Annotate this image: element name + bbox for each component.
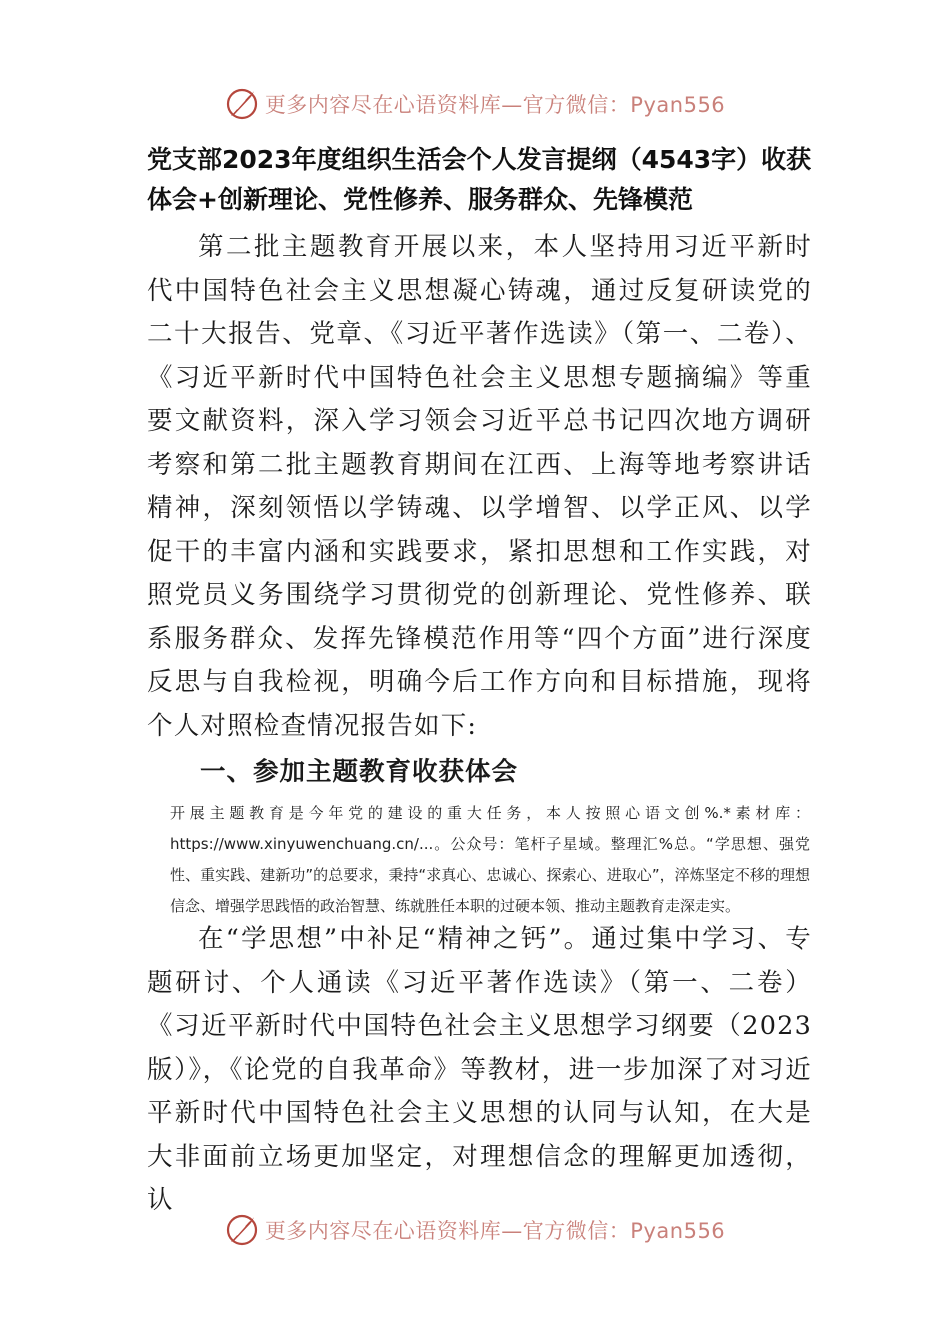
quill-pen-circle-icon <box>225 87 259 121</box>
watermark-text: 更多内容尽在心语资料库—官方微信：Pyan556 <box>264 1219 726 1243</box>
watermark-text: 更多内容尽在心语资料库—官方微信：Pyan556 <box>264 93 726 117</box>
watermark-banner-top <box>0 84 950 124</box>
quill-pen-circle-icon <box>225 1213 259 1247</box>
section-heading: 一、参加主题教育收获体会 <box>200 757 519 787</box>
body-paragraph: 在“学思想”中补足“精神之钙”。通过集中学习、专题研讨、个人通读《习近平著作选读》（第一、二卷）《习近平新时代中国特色社会主义思想学习纲要（2023版）》，《论党的自我革命》等教材，进一步加深了对习近平新时代中国特色社会主义思想的认同与认知，在大是大非面前立场更加坚定，对理想信念的理解更加透彻，认 <box>147 924 812 1215</box>
small-print-paragraph: 开展主题教育是今年党的建设的重大任务，本人按照心语文创%.*素材库：https://www.xinyuwenchuang.cn/...。公众号：笔杆子星域。整理汇%总。“学思想、强党性、重实践、建新功”的总要求，秉持“求真心、忠诚心、探索心、进取心”，淬炼坚定不移的理想信念、增强学思践悟的政治智慧、练就胜任本职的过硬本领、推动主题教育走深走实。 <box>170 804 810 915</box>
document-title: 党支部2023年度组织生活会个人发言提纲（4543字）收获体会+创新理论、党性修养、服务群众、先锋模范 <box>147 145 812 214</box>
intro-paragraph: 第二批主题教育开展以来，本人坚持用习近平新时代中国特色社会主义思想凝心铸魂，通过反复研读党的二十大报告、党章、《习近平著作选读》（第一、二卷）、《习近平新时代中国特色社会主义思想专题摘编》等重要文献资料，深入学习领会习近平总书记四次地方调研考察和第二批主题教育期间在江西、上海等地考察讲话精神，深刻领悟以学铸魂、以学增智、以学正风、以学促干的丰富内涵和实践要求，紧扣思想和工作实践，对照党员义务围绕学习贯彻党的创新理论、党性修养、联系服务群众、发挥先锋模范作用等“四个方面”进行深度反思与自我检视，明确今后工作方向和目标措施，现将个人对照检查情况报告如下: <box>147 232 812 741</box>
watermark-banner-bottom <box>0 1210 950 1250</box>
